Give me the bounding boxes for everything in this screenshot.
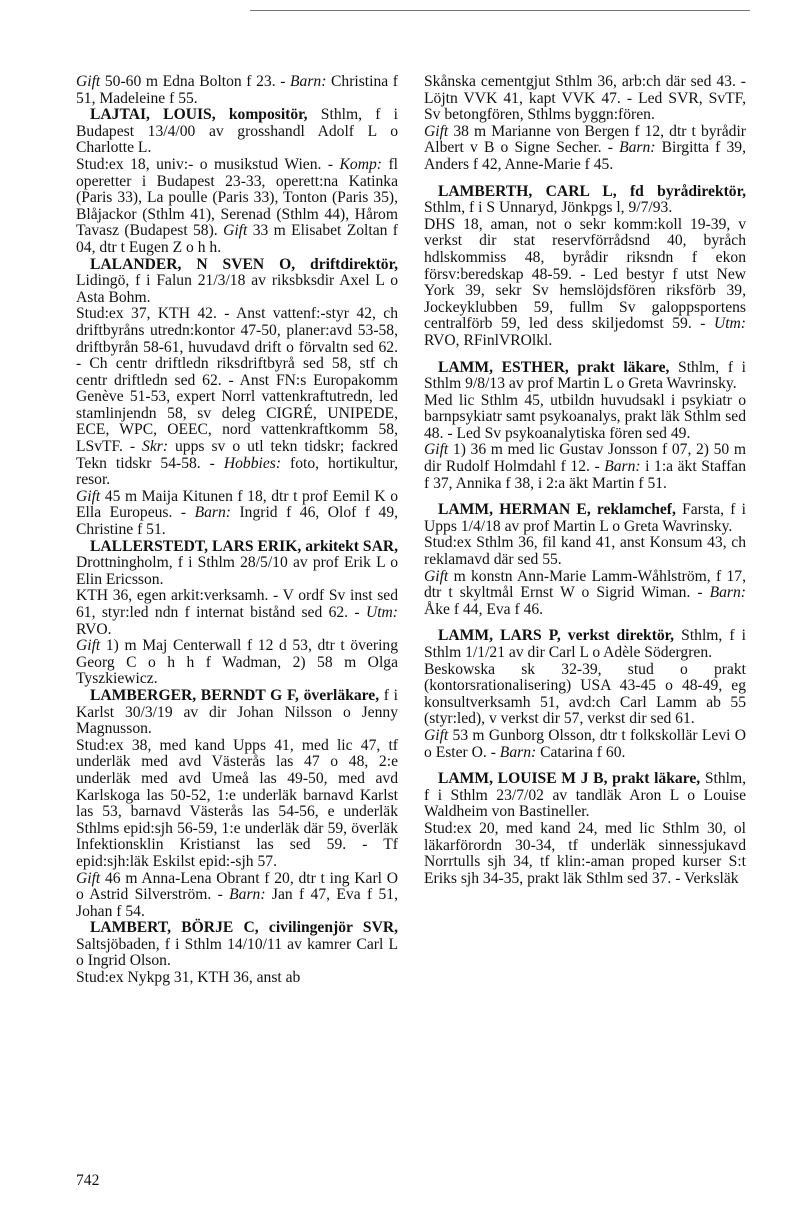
entry-name: LAMM, ESTHER, prakt läkare, — [438, 358, 670, 376]
entry-heading: LAMM, LOUISE M J B, prakt läkare, Sthlm, f i Sthlm 23/7/02 av tandläk Aron L o Louise Waldheim von Bastineller. — [424, 770, 747, 821]
italic-label: Gift — [76, 637, 101, 655]
entry-heading: LAMBERTH, CARL L, fd byrådirektör, Sthlm, f i S Unnaryd, Jönkpgs l, 9/7/93. — [424, 182, 746, 217]
italic-label: Komp: — [339, 155, 382, 173]
entry-paragraph: Stud:ex Nykpg 31, KTH 36, anst ab — [76, 969, 301, 987]
entry-name: LALANDER, N SVEN O, driftdirektör, — [90, 255, 398, 273]
entry-heading: LAMM, HERMAN E, reklamchef, Farsta, f i Upps 1/4/18 av prof Martin L o Greta Wavrinsky. — [424, 501, 746, 535]
entry-name: LAJTAI, LOUIS, kompositör, — [90, 106, 308, 124]
right-column — [424, 74, 746, 887]
italic-label: Barn: — [499, 743, 537, 761]
entry-paragraph: Skånska cementgjut Sthlm 36, arb:ch där sed 43. - Löjtn VVK 41, kapt VVK 47. - Led SVR, SvTF, Sv betongfören, Sthlms byggn:fören. — [424, 73, 746, 124]
entry-name: LAMM, HERMAN E, reklamchef, — [438, 501, 676, 519]
entry-paragraph: Stud:ex 18, univ:- o musikstud Wien. - Komp: fl operetter i Budapest 23-33, operett:na Katinka (Paris 33), La poulle (Paris 33), Tonton (Paris 35), Blåjackor (Sthlm 41), Serenad (Sthlm 44), Hårom Tavasz (Budapest 58). Gift 33 m Elisabet Zoltan f 04, dtr t Eugen Z o h h. — [76, 155, 398, 256]
entry-heading: LALLERSTEDT, LARS ERIK, arkitekt SAR, Drottningholm, f i Sthlm 28/5/10 av prof Erik L o Elin Ericsson. — [76, 537, 398, 588]
top-rule — [250, 10, 750, 11]
entry-lamm-herman — [424, 502, 746, 618]
entry-lamm-louise — [424, 771, 746, 887]
entry-paragraph: Gift 50-60 m Edna Bolton f 23. - Barn: Christina f 51, Madeleine f 55. — [76, 73, 398, 107]
page-number: 742 — [76, 1172, 100, 1189]
entry-paragraph: Stud:ex 37, KTH 42. - Anst vattenf:-styr 42, ch driftbyråns utredn:kontor 47-50, planer:avd 53-58, driftbyrån 58-61, huvudavd drift o förvaltn sed 62. - Ch centr driftledn riksdriftbyrå sed 58, stf ch centr driftledn sed 62. - Anst FN:s Europakomm Genève 51-53, expert Norrl vattenkraftutredn, led stamlinjendn 58, sv deleg CIGRÉ, UNIPEDE, ECE, WPC, OEEC, nord vattenkraftkomm 58, LSvTF. - Skr: upps sv o utl tekn tidskr; fackred Tekn tidskr 54-58. - Hobbies: foto, hortikultur, resor. — [76, 305, 398, 489]
entry-lamm-lars — [424, 628, 746, 761]
entry-lamberth — [424, 184, 746, 350]
entry-paragraph: Gift 1) 36 m med lic Gustav Jonsson f 07, 2) 50 m dir Rudolf Holmdahl f 12. - Barn: i 1:a äkt Staffan f 37, Annika f 38, i 2:a äkt Martin f 51. — [424, 441, 746, 492]
entry-lamberger — [76, 688, 398, 920]
entry-paragraph: KTH 36, egen arkit:verksamh. - V ordf Sv inst sed 61, styr:led ndn f internat bistånd sed 62. - Utm: RVO. — [76, 587, 398, 638]
entry-cont-lambert — [424, 74, 746, 174]
italic-label: Gift — [223, 222, 248, 240]
entry-lambert — [76, 920, 398, 986]
entry-paragraph: Stud:ex 20, med kand 24, med lic Sthlm 30, ol läkarförordn 30-34, tf underläk sinnessjukavd Norrtulls sjh 34, tf klin:-aman proped kurser S:t Eriks sjh 34-35, prakt läk Sthlm sed 37. - Verksläk — [424, 819, 746, 887]
italic-label: Barn: — [604, 458, 641, 476]
entry-lalander — [76, 257, 398, 539]
entry-paragraph: Gift 1) m Maj Centerwall f 12 d 53, dtr t övering Georg C o h h f Wadman, 2) 58 m Olga Tyszkiewicz. — [76, 637, 398, 688]
entry-paragraph: Gift m konstn Ann-Marie Lamm-Wåhlström, f 17, dtr t skyltmål Ernst W o Sigrid Wiman. - Barn: Åke f 44, Eva f 46. — [424, 567, 746, 618]
entry-paragraph: Stud:ex 38, med kand Upps 41, med lic 47, tf underläk med avd Västerås las 47 o 48, 2:e underläk med avd Umeå las 49-50, med avd Karlskoga las 50-52, 1:e underläk barnavd Karlst las 53, barnavd Västerås las 54-56, e underläk Sthlms epid:sjh 56-59, 1:e underläk där 59, överläk Infektionsklin Kristianst las sed 59. - Tf epid:sjh:läk Eskilst epid:-sjh 57. — [76, 736, 398, 870]
italic-label: Gift — [76, 869, 101, 887]
entry-heading: LAMM, LARS P, verkst direktör, Sthlm, f i Sthlm 1/1/21 av dir Carl L o Adèle Södergren. — [424, 627, 746, 661]
italic-label: Barn: — [290, 73, 327, 90]
italic-label: Barn: — [229, 886, 266, 904]
entry-name: LAMBERTH, CARL L, fd byrådirektör, — [438, 182, 746, 200]
entry-lajtai — [76, 107, 398, 256]
entry-heading: LAMM, ESTHER, prakt läkare, Sthlm, f i Sthlm 9/8/13 av prof Martin L o Greta Wavrinsky. — [424, 358, 746, 393]
italic-label: Barn: — [619, 139, 656, 157]
italic-label: Gift — [424, 726, 449, 744]
entry-heading: LAJTAI, LOUIS, kompositör, Sthlm, f i Budapest 13/4/00 av grosshandl Adolf L o Charlotte L. — [76, 106, 398, 157]
entry-heading: LALANDER, N SVEN O, driftdirektör, Lidingö, f i Falun 21/3/18 av riksbksdir Axel L o Asta Bohm. — [76, 255, 398, 306]
italic-label: Gift — [424, 441, 449, 459]
italic-label: Gift — [424, 567, 449, 585]
entry-paragraph: Gift 38 m Marianne von Bergen f 12, dtr t byrådir Albert v B o Signe Secher. - Barn: Birgitta f 39, Anders f 42, Anne-Marie f 45. — [424, 122, 746, 173]
entry-name: LALLERSTEDT, LARS ERIK, arkitekt SAR, — [90, 537, 398, 555]
entry-paragraph: Gift 46 m Anna-Lena Obrant f 20, dtr t ing Karl O o Astrid Silverström. - Barn: Jan f 47, Eva f 51, Johan f 54. — [76, 869, 399, 920]
italic-label: Barn: — [194, 504, 231, 522]
italic-label: Utm: — [713, 315, 746, 333]
entry-name: LAMBERGER, BERNDT G F, överläkare, — [90, 686, 380, 704]
entry-paragraph: Gift 53 m Gunborg Olsson, dtr t folkskollär Levi O o Ester O. - Barn: Catarina f 60. — [424, 726, 746, 761]
entry-paragraph: Gift 45 m Maija Kitunen f 18, dtr t prof Eemil K o Ella Europeus. - Barn: Ingrid f 46, Olof f 49, Christine f 51. — [76, 487, 399, 539]
entry-name: LAMBERT, BÖRJE C, civilingenjör SVR, — [90, 919, 398, 937]
entry-name: LAMM, LARS P, verkst direktör, — [438, 627, 675, 645]
italic-label: Gift — [76, 73, 101, 90]
italic-label: Gift — [424, 122, 449, 140]
entry-lamm-esther — [424, 360, 746, 493]
left-column — [76, 74, 398, 987]
italic-label: Utm: — [365, 604, 398, 621]
italic-label: Gift — [76, 487, 101, 505]
italic-label: Hobbies: — [223, 454, 282, 472]
italic-label: Barn: — [709, 584, 746, 602]
entry-paragraph: Stud:ex Sthlm 36, fil kand 41, anst Konsum 43, ch reklamavd där sed 55. — [424, 534, 746, 569]
entry-paragraph: Beskowska sk 32-39, stud o prakt (kontorsrationalisering) USA 43-45 o 48-49, eg konsultverksamh 51, avd:ch Carl Lamm ab 55 (styr:led), v verkst dir 57, verkst dir sed 61. — [424, 660, 746, 728]
entry-heading: LAMBERGER, BERNDT G F, överläkare, f i Karlst 30/3/19 av dir Johan Nilsson o Jenny Magnusson. — [76, 686, 398, 738]
italic-label: Skr: — [142, 438, 169, 456]
entry-paragraph: Med lic Sthlm 45, utbildn huvudsakl i psykiatr o barnpsykiatr samt psykoanalys, prakt läk Sthlm sed 48. - Led Sv psykoanalytiska fören sed 49. — [424, 391, 746, 442]
entry-name: LAMM, LOUISE M J B, prakt läkare, — [438, 770, 701, 788]
entry-paragraph: DHS 18, aman, not o sekr komm:koll 19-39, v verkst dir stat reservförrådsnd 40, byråch hdlskommiss 48, byrådir riksndn f ekon försv:beredskap 48-59. - Led bestyr f utst New York 39, sekr Sv hemslöjdsfören riksförb 39, Jockeyklubben 59, fullm Sv galoppsportens centralförb 59, led dess skiljedomst 59. - Utm: RVO, RFinlVROlkl. — [424, 215, 746, 349]
entry-cont-lajta — [76, 74, 398, 107]
entry-heading: LAMBERT, BÖRJE C, civilingenjör SVR, Saltsjöbaden, f i Sthlm 14/10/11 av kamrer Carl L o Ingrid Olson. — [76, 919, 398, 970]
entry-lallerstedt — [76, 539, 398, 688]
